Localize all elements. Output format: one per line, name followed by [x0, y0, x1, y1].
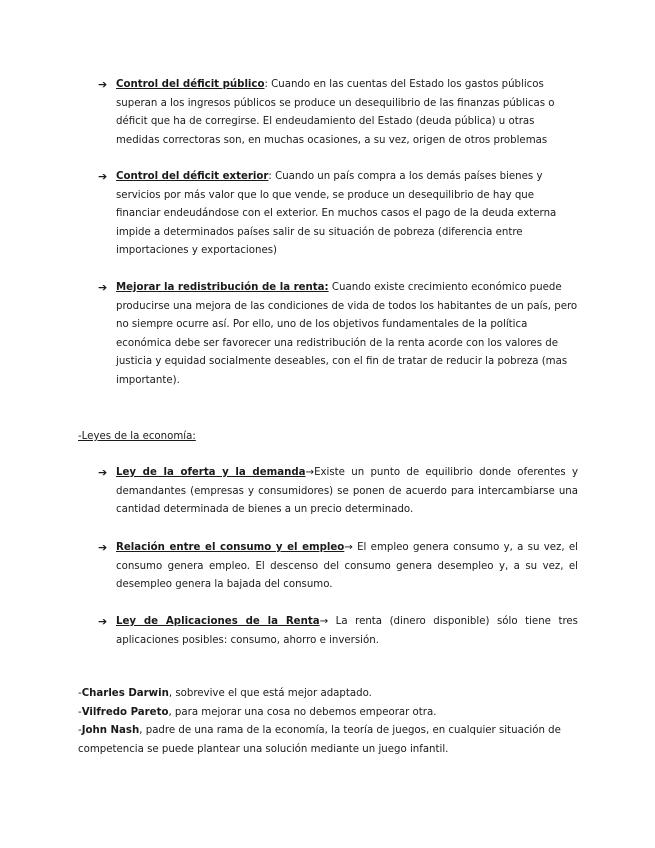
- quote-text: , sobrevive el que está mejor adaptado.: [168, 688, 372, 699]
- quote-text: , padre de una rama de la economía, la teoría de juegos, en cualquier situación de competencia se puede plantear una solución mediante un juego infantil.: [78, 725, 561, 755]
- bullet-text: [116, 168, 578, 261]
- quote-author: Charles Darwin: [81, 688, 169, 699]
- quote-prefix: -: [78, 688, 82, 699]
- law-body: El empleo genera consumo y, a su vez, el consumo genera empleo. El descenso del consumo genera desempleo y, a su vez, el desempleo genera la bajada del consumo.: [116, 542, 578, 590]
- quote-text: , para mejorar una cosa no debemos empeorar otra.: [168, 706, 437, 718]
- arrow-icon: ➔: [98, 615, 108, 628]
- bullet-term: Control del déficit exterior: [116, 171, 269, 182]
- bullet-term: Mejorar la redistribución de la renta:: [116, 282, 329, 293]
- law-text: [116, 539, 578, 595]
- bullet-sep: :: [268, 171, 276, 182]
- arrow-icon: ➔: [98, 170, 108, 183]
- law-sep: →: [344, 542, 358, 553]
- bullet-deficit-publico: [98, 76, 578, 150]
- quotes-block: [78, 685, 578, 759]
- law-body: Existe un punto de equilibrio donde oferentes y demandantes (empresas y consumidores) se ponen de acuerdo para intercambiarse una cantidad determinada de bienes a un precio determinado.: [116, 467, 578, 515]
- bullet-text: [116, 279, 578, 390]
- arrow-icon: ➔: [98, 541, 108, 554]
- bullet-sep: :: [264, 79, 272, 90]
- quote-author: John Nash: [81, 725, 140, 736]
- quote-item: [78, 685, 578, 704]
- arrow-icon: ➔: [98, 281, 108, 294]
- bullet-body: Cuando existe crecimiento económico puede producirse una mejora de las condiciones de vida de todos los habitantes de un país, pero no siempre ocurre así. Por ello, uno de los objetivos fundamentales de la política económica debe ser favorecer una redistribución de la renta acorde con los valores de justicia y equidad socialmente deseables, con el fin de tratar de reducir la pobreza (mas importante).: [116, 282, 578, 386]
- law-text: [116, 464, 578, 520]
- law-text: [116, 613, 578, 650]
- bullet-term: Control del déficit público: [116, 79, 265, 90]
- law-term: Ley de la oferta y la demanda: [116, 467, 306, 478]
- quote-item: [78, 722, 578, 759]
- bullet-redistribucion: [98, 279, 578, 390]
- arrow-icon: ➔: [98, 466, 108, 479]
- law-term: Ley de Aplicaciones de la Renta: [116, 616, 320, 627]
- arrow-icon: ➔: [98, 78, 108, 91]
- bullet-body: Cuando un país compra a los demás países bienes y servicios por más valor que lo que vende, se produce un desequilibrio de hay que financiar endeudándose con el exterior. En muchos casos el pago de la deuda externa impide a determinados países salir de su situación de pobreza (diferencia entre importaciones y exportaciones): [116, 171, 557, 256]
- law-oferta-demanda: [98, 464, 578, 520]
- bullet-deficit-exterior: [98, 168, 578, 261]
- law-body: La renta (dinero disponible) sólo tiene tres aplicaciones posibles: consumo, ahorro e inversión.: [116, 616, 578, 646]
- bullet-text: [116, 76, 578, 150]
- quote-prefix: -: [78, 725, 82, 736]
- section-heading: -Leyes de la economía:: [78, 431, 196, 442]
- quote-prefix: -: [78, 706, 82, 718]
- law-sep: →: [305, 467, 315, 478]
- law-aplicaciones-renta: [98, 613, 578, 650]
- law-term: Relación entre el consumo y el empleo: [116, 542, 345, 553]
- law-consumo-empleo: [98, 539, 578, 595]
- quote-item: [78, 704, 578, 723]
- law-sep: →: [319, 616, 336, 627]
- quote-author: Vilfredo Pareto: [81, 706, 169, 718]
- bullet-body: Cuando en las cuentas del Estado los gastos públicos superan a los ingresos públicos se produce un desequilibrio de las finanzas públicas o déficit que ha de corregirse. El endeudamiento del Estado (deuda pública) u otras medidas correctoras son, en muchas ocasiones, a su vez, origen de otros problemas: [116, 79, 555, 146]
